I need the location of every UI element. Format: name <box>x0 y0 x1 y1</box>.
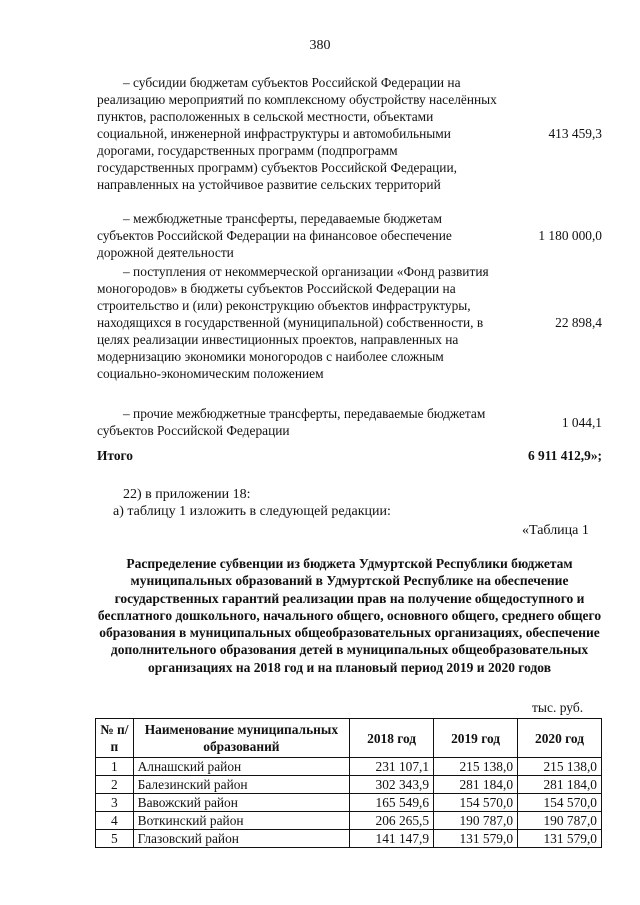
cell-2018: 231 107,1 <box>350 758 434 776</box>
list-item-text: – субсидии бюджетам субъектов Российской Федерации на реализацию мероприятий по комплексному обустройству населённых пунктов, расположенных в сельской местности, объектами социальной, инженерной инфраструктуры и автомобильными дорогами, государственных программ (подпрограмм государственных программ) субъектов Российской Федерации, направленных на устойчивое развитие сельских территорий <box>97 75 497 192</box>
list-item-2 <box>97 210 602 261</box>
list-item-value: 413 459,3 <box>548 126 602 141</box>
cell-name: Воткинский район <box>133 812 350 830</box>
cell-2020: 215 138,0 <box>518 758 602 776</box>
page-number: 380 <box>309 38 331 53</box>
cell-2018: 165 549,6 <box>350 794 434 812</box>
cell-name: Балезинский район <box>133 776 350 794</box>
total-value: 6 911 412,9»; <box>527 448 602 463</box>
total-label: Итого <box>97 448 133 463</box>
header-number: № п/п <box>96 719 134 758</box>
cell-2019: 215 138,0 <box>434 758 518 776</box>
cell-2019: 281 184,0 <box>434 776 518 794</box>
paragraph-item-22: 22) в приложении 18: <box>123 487 251 502</box>
cell-2018: 141 147,9 <box>350 830 434 848</box>
cell-number: 2 <box>96 776 134 794</box>
header-2019: 2019 год <box>434 719 518 758</box>
list-item-value: 1 044,1 <box>561 414 602 430</box>
table-row <box>96 812 602 830</box>
header-name: Наименование муниципальных образований <box>133 719 350 758</box>
cell-2018: 206 265,5 <box>350 812 434 830</box>
cell-2020: 131 579,0 <box>518 830 602 848</box>
cell-name: Алнашский район <box>133 758 350 776</box>
paragraph-sub-a: а) таблицу 1 изложить в следующей редакции: <box>113 504 391 519</box>
cell-2020: 190 787,0 <box>518 812 602 830</box>
cell-2020: 281 184,0 <box>518 776 602 794</box>
cell-2018: 302 343,9 <box>350 776 434 794</box>
cell-number: 5 <box>96 830 134 848</box>
cell-name: Вавожский район <box>133 794 350 812</box>
list-item-text: – межбюджетные трансферты, передаваемые бюджетам субъектов Российской Федерации на финансовое обеспечение дорожной деятельности <box>97 211 452 260</box>
list-item-value: 1 180 000,0 <box>538 228 602 243</box>
unit-label: тыс. руб. <box>532 700 584 715</box>
table-row <box>96 758 602 776</box>
cell-2019: 131 579,0 <box>434 830 518 848</box>
table-reference: «Таблица 1 <box>522 523 589 538</box>
list-item-4 <box>97 405 602 439</box>
header-2018: 2018 год <box>350 719 434 758</box>
cell-2019: 154 570,0 <box>434 794 518 812</box>
list-item-text: – поступления от некоммерческой организации «Фонд развития моногородов» в бюджеты субъектов Российской Федерации на строительство и (или) реконструкцию объектов инфраструктуры, находящихся в государственной (муниципальной) собственности, в целях реализации инвестиционных проектов, направленных на модернизацию экономики моногородов с наиболее сложным социально-экономическим положением <box>97 264 489 381</box>
table-row <box>96 776 602 794</box>
list-item-text: – прочие межбюджетные трансферты, передаваемые бюджетам субъектов Российской Федерации <box>97 406 486 438</box>
cell-number: 1 <box>96 758 134 776</box>
table-header-row <box>96 719 602 758</box>
cell-2019: 190 787,0 <box>434 812 518 830</box>
table-row <box>96 830 602 848</box>
cell-2020: 154 570,0 <box>518 794 602 812</box>
list-item-3 <box>97 263 602 382</box>
list-item-1 <box>97 74 602 193</box>
list-item-value: 22 898,4 <box>555 315 602 330</box>
table-heading: Распределение субвенции из бюджета Удмуртской Республики бюджетам муниципальных образований в Удмуртской Республике на обеспечение государственных гарантий реализации прав на получение общедоступного и бесплатного дошкольного, начального общего, основного общего, среднего общего образования в муниципальных общеобразовательных организациях, обеспечение дополнительного образования детей в муниципальных общеобразовательных организациях на 2018 год и на плановый период 2019 и 2020 годов <box>97 556 602 675</box>
table-row <box>96 794 602 812</box>
header-2020: 2020 год <box>518 719 602 758</box>
total-row <box>97 447 602 464</box>
subvention-table <box>95 718 602 848</box>
cell-name: Глазовский район <box>133 830 350 848</box>
cell-number: 3 <box>96 794 134 812</box>
cell-number: 4 <box>96 812 134 830</box>
